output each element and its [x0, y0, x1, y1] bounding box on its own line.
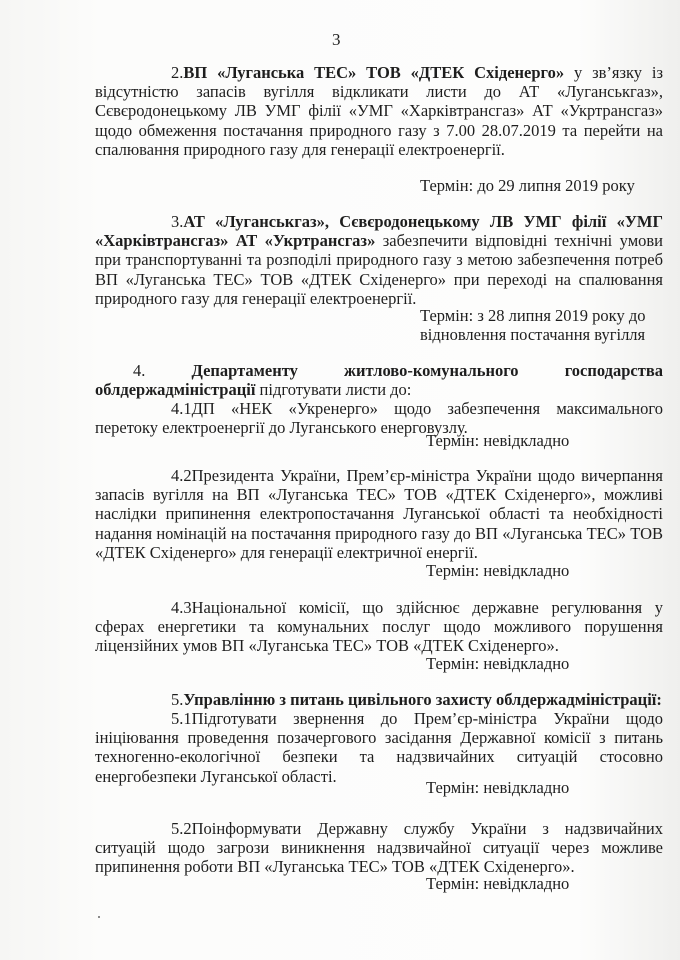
item-4-paragraph	[95, 361, 663, 399]
item-4-3-deadline: Термін: невідкладно	[426, 654, 570, 673]
item-5-number: 5.	[171, 690, 184, 709]
item-2-text: у зв’язку із відсутністю запасів вугілля відкликати листи до АТ «Луганськгаз», Сєвєродонецькому ЛВ УМГ філії «УМГ «Харківтрансгаз» АТ «Укртрансгаз» щодо обмеження постачання природного газу з 7.00 28.07.2019 та перейти на спалювання природного газу для генерації електроенергії.	[95, 63, 663, 159]
item-4-3-text: Національної комісії, що здійснює державне регулювання у сферах енергетики та комунальних послуг щодо можливого порушення ліцензійних умов ВП «Луганська ТЕС» ТОВ «ДТЕК Східенерго».	[95, 598, 663, 656]
item-3-subject: АТ «Луганськгаз», Сєвєродонецькому ЛВ УМГ філії «УМГ «Харківтрансгаз» АТ «Укртрансгаз»	[95, 212, 663, 251]
item-4-subject: Департаменту житлово-комунального господарства облдержадміністрації	[95, 361, 663, 400]
item-5-1-paragraph	[95, 709, 663, 786]
item-3-number: 3.	[171, 212, 184, 231]
item-5-heading	[95, 690, 663, 709]
item-2-deadline: Термін: до 29 липня 2019 року	[420, 176, 635, 195]
item-5-1-number: 5.1	[171, 709, 192, 728]
item-2-paragraph	[95, 63, 663, 159]
item-4-1-text: ДП «НЕК «Укренерго» щодо забезпечення максимального перетоку електроенергії до Луганського енерговузлу.	[95, 399, 663, 438]
item-4-1-paragraph	[95, 399, 663, 437]
item-4-3-paragraph	[95, 598, 663, 656]
item-4-number: 4.	[133, 361, 146, 380]
item-5-2-deadline: Термін: невідкладно	[426, 874, 570, 893]
item-2-number: 2.	[171, 63, 184, 82]
item-4-1-deadline: Термін: невідкладно	[426, 431, 570, 450]
item-5-2-paragraph	[95, 819, 663, 877]
item-5-2-number: 5.2	[171, 819, 192, 838]
item-5-2-text: Поінформувати Державну службу України з надзвичайних ситуацій щодо загрози виникнення надзвичайної ситуації через можливе припинення роботи ВП «Луганська ТЕС» ТОВ «ДТЕК Східенерго».	[95, 819, 663, 877]
item-5-1-deadline: Термін: невідкладно	[426, 778, 570, 797]
page-number: 3	[332, 30, 341, 49]
item-3-deadline-line-2: відновлення постачання вугілля	[420, 325, 646, 344]
item-5-subject: Управлінню з питань цивільного захисту облдержадміністрації:	[183, 690, 662, 709]
scan-speck	[98, 916, 100, 918]
item-4-1-number: 4.1	[171, 399, 192, 418]
item-3-deadline-line-1: Термін: з 28 липня 2019 року до	[420, 306, 646, 325]
item-2-subject: ВП «Луганська ТЕС» ТОВ «ДТЕК Східенерго»	[183, 63, 565, 82]
item-3-paragraph	[95, 212, 663, 308]
item-4-2-text: Президента України, Прем’єр-міністра України щодо вичерпання запасів вугілля на ВП «Луганська ТЕС» ТОВ «ДТЕК Східенерго», можливі наслідки припинення електропостачання Луганської області та необхідності надання номінацій на постачання природного газу до ВП «Луганська ТЕС» ТОВ «ДТЕК Східенерго» для генерації електричної енергії.	[95, 466, 663, 562]
item-4-3-number: 4.3	[171, 598, 192, 617]
item-3-text: забезпечити відповідні технічні умови при транспортуванні та розподілі природного газу з метою забезпечення потреб ВП «Луганська ТЕС» ТОВ «ДТЕК Східенерго» при переході на спалювання природного газу для генерації електроенергії.	[95, 231, 664, 308]
item-4-2-number: 4.2	[171, 466, 192, 485]
item-4-2-paragraph	[95, 466, 663, 562]
item-4-2-deadline: Термін: невідкладно	[426, 561, 570, 580]
item-5-1-text: Підготувати звернення до Прем’єр-міністра України щодо ініціювання проведення позачергового засідання Державної комісії з питань техногенно-екологічної безпеки та надзвичайних ситуацій стосовно енергобезпеки Луганської області.	[95, 709, 663, 786]
item-4-text: підготувати листи до:	[255, 380, 412, 400]
